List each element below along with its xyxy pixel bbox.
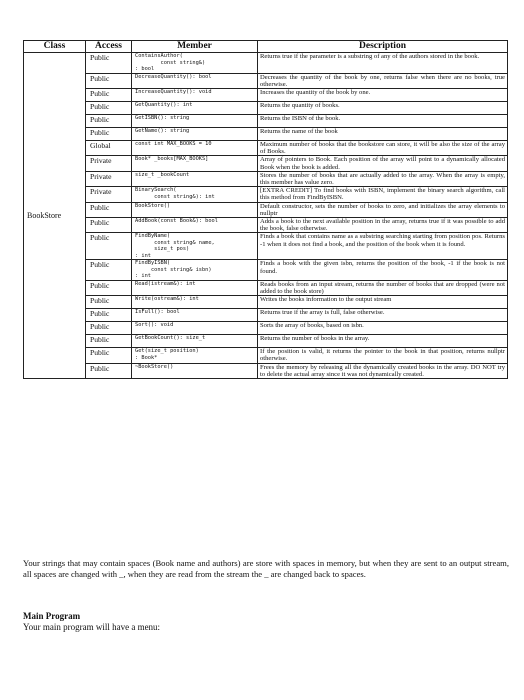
table-row [24,171,508,186]
access-cell: Public [86,127,132,140]
table-row [24,156,508,171]
description-cell: Returns the number of books in the array. [258,335,508,348]
description-cell: If the position is valid, it returns the pointer to the book in that position, returns nullptr otherwise. [258,348,508,363]
header-class: Class [24,41,86,53]
access-cell: Private [86,156,132,171]
main-program-intro: Your main program will have a menu: [23,622,161,632]
table-row [24,233,508,260]
table-row [24,309,508,322]
table-row [24,217,508,232]
access-cell: Global [86,140,132,155]
main-program-heading: Main Program [23,611,81,621]
header-access: Access [86,41,132,53]
table-row [24,140,508,155]
member-cell: Get(size_t position) : Book* [132,348,258,363]
description-cell: Returns the name of the book [258,127,508,140]
member-cell: ContainsAuthor( const string&) : bool [132,53,258,74]
description-cell: Array of pointers to Book. Each position of the array will point to a dynamically allocated Book when the book is added. [258,156,508,171]
table-row [24,187,508,202]
description-cell: Finds a book that contains name as a substring searching starting from position pos. Returns -1 when it does not find a book, and the position of the book when it is found. [258,233,508,260]
description-cell: Increases the quantity of the book by one. [258,88,508,101]
description-cell: Finds a book with the given isbn, returns the position of the book, -1 if the book is not found. [258,260,508,281]
class-name-cell: BookStore [24,53,86,379]
table-row [24,296,508,309]
table-header-row [24,41,508,53]
member-cell: IncreaseQuantity(): void [132,88,258,101]
member-cell: ~BookStore() [132,363,258,378]
table-row [24,114,508,127]
description-cell: Stores the number of books that are actually added to the array. When the array is empty, this member has value zero. [258,171,508,186]
member-cell: BookStore() [132,202,258,217]
table-row [24,348,508,363]
access-cell: Public [86,309,132,322]
description-cell: [EXTRA CREDIT] To find books with ISBN, implement the binary search algorithm, call this method from FindByISBN. [258,187,508,202]
table-row [24,335,508,348]
access-cell: Public [86,53,132,74]
access-cell: Private [86,171,132,186]
member-cell: DecreaseQuantity(): bool [132,73,258,88]
member-cell: GetName(): string [132,127,258,140]
access-cell: Private [86,187,132,202]
table-body [24,53,508,379]
table-row [24,73,508,88]
class-member-table [23,40,508,379]
header-member: Member [132,41,258,53]
table-row [24,88,508,101]
table-row [24,202,508,217]
member-cell: GetQuantity(): int [132,101,258,114]
access-cell: Public [86,88,132,101]
member-cell: FindByISBN( const string& isbn) : int [132,260,258,281]
description-cell: Returns the ISBN of the book. [258,114,508,127]
description-cell: Frees the memory by releasing all the dynamically created books in the array. DO NOT try to delete the actual array since it was not dynamically created. [258,363,508,378]
member-cell: Read(istream&): int [132,280,258,295]
member-cell: IsFull(): bool [132,309,258,322]
member-cell: const int MAX_BOOKS = 10 [132,140,258,155]
access-cell: Public [86,335,132,348]
member-cell: BinarySearch( const string&): int [132,187,258,202]
member-cell: size_t _bookCount [132,171,258,186]
access-cell: Public [86,202,132,217]
member-cell: FindByName( const string& name, size_t pos) : int [132,233,258,260]
description-cell: Returns the quantity of books. [258,101,508,114]
table-row [24,280,508,295]
access-cell: Public [86,260,132,281]
access-cell: Public [86,363,132,378]
description-cell: Decreases the quantity of the book by one, returns false when there are no books, true otherwise. [258,73,508,88]
description-cell: Returns true if the parameter is a substring of any of the authors stored in the book. [258,53,508,74]
access-cell: Public [86,280,132,295]
access-cell: Public [86,322,132,335]
member-cell: GetBookCount(): size_t [132,335,258,348]
access-cell: Public [86,101,132,114]
header-description: Description [258,41,508,53]
access-cell: Public [86,296,132,309]
description-cell: Adds a book to the next available position in the array, returns true if it was possible to add the book, false otherwise. [258,217,508,232]
access-cell: Public [86,114,132,127]
table-row [24,53,508,74]
access-cell: Public [86,233,132,260]
member-cell: GetISBN(): string [132,114,258,127]
description-cell: Sorts the array of books, based on isbn. [258,322,508,335]
description-cell: Default constructor, sets the number of books to zero, and initializes the array elements to nullptr [258,202,508,217]
description-cell: Writes the books information to the output stream [258,296,508,309]
table-row [24,363,508,378]
description-cell: Maximum number of books that the bookstore can store, it will be also the size of the array of Books. [258,140,508,155]
access-cell: Public [86,348,132,363]
access-cell: Public [86,217,132,232]
member-cell: Sort(): void [132,322,258,335]
description-cell: Reads books from an input stream, returns the number of books that are dropped (were not added to the book store) [258,280,508,295]
access-cell: Public [86,73,132,88]
table-row [24,127,508,140]
description-cell: Returns true if the array is full, false otherwise. [258,309,508,322]
table-row [24,260,508,281]
member-cell: AddBook(const Book&): bool [132,217,258,232]
member-cell: Book* _books[MAX_BOOKS] [132,156,258,171]
spaces-note-paragraph: Your strings that may contain spaces (Book name and authors) are store with spaces in memory, but when they are sent to an output stream, all spaces are changed with _, when they are read from the stream the _ are changed back to spaces. [23,558,509,579]
member-cell: Write(ostream&): int [132,296,258,309]
table-row [24,101,508,114]
table-row [24,322,508,335]
